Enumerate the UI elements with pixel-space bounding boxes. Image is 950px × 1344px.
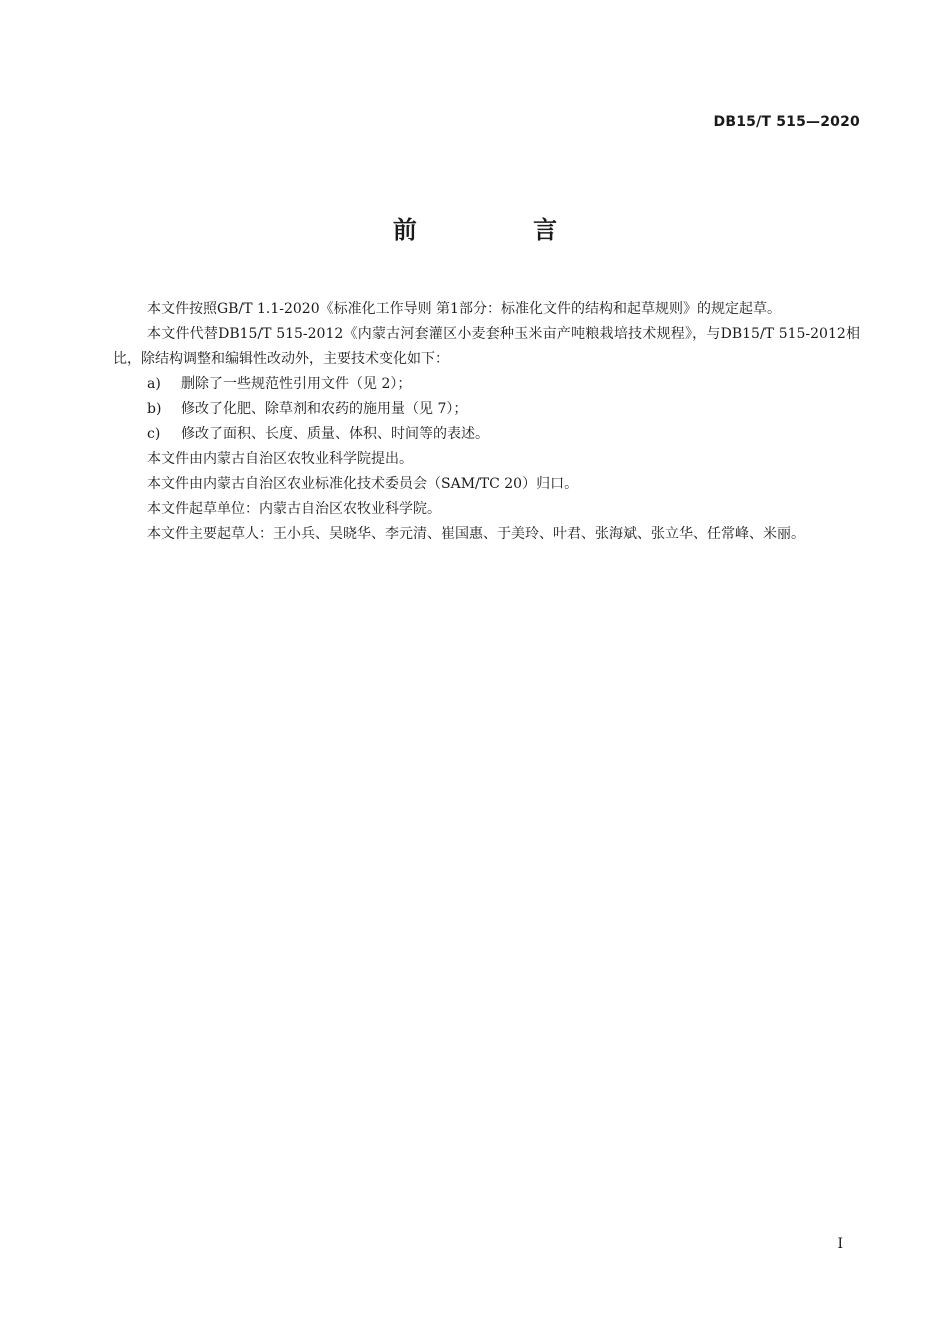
list-item-text: 删除了一些规范性引用文件（见 2）；: [181, 376, 412, 392]
paragraph-committee: 本文件由内蒙古自治区农业标准化技术委员会（SAM/TC 20）归口。: [147, 476, 579, 492]
paragraph-proposer: 本文件由内蒙古自治区农牧业科学院提出。: [147, 451, 413, 467]
paragraph-drafting-unit: 本文件起草单位：内蒙古自治区农牧业科学院。: [147, 501, 441, 517]
list-item-text: 修改了化肥、除草剂和农药的施用量（见 7）；: [181, 401, 468, 417]
foreword-body: [113, 297, 860, 547]
list-item: [113, 422, 860, 447]
list-item-text: 修改了面积、长度、质量、体积、时间等的表述。: [181, 426, 489, 442]
list-marker: b): [147, 401, 162, 417]
page-number: I: [837, 1236, 843, 1252]
list-marker: c): [147, 426, 161, 442]
list-item: [113, 372, 860, 397]
document-code: DB15/T 515—2020: [713, 114, 860, 130]
list-item: [113, 397, 860, 422]
list-marker: a): [147, 376, 161, 392]
paragraph-drafters: 本文件主要起草人：王小兵、吴晓华、李元清、崔国惠、于美玲、叶君、张海斌、张立华、任常峰、米丽。: [147, 526, 805, 542]
paragraph-replacement: 本文件代替DB15/T 515-2012《内蒙古河套灌区小麦套种玉米亩产吨粮栽培技术规程》，与DB15/T 515-2012相比，除结构调整和编辑性改动外，主要技术变化如下：: [113, 326, 860, 367]
page-title: 前 言: [392, 216, 612, 244]
paragraph-drafting-rules: 本文件按照GB/T 1.1-2020《标准化工作导则 第1部分：标准化文件的结构和起草规则》的规定起草。: [147, 301, 781, 317]
